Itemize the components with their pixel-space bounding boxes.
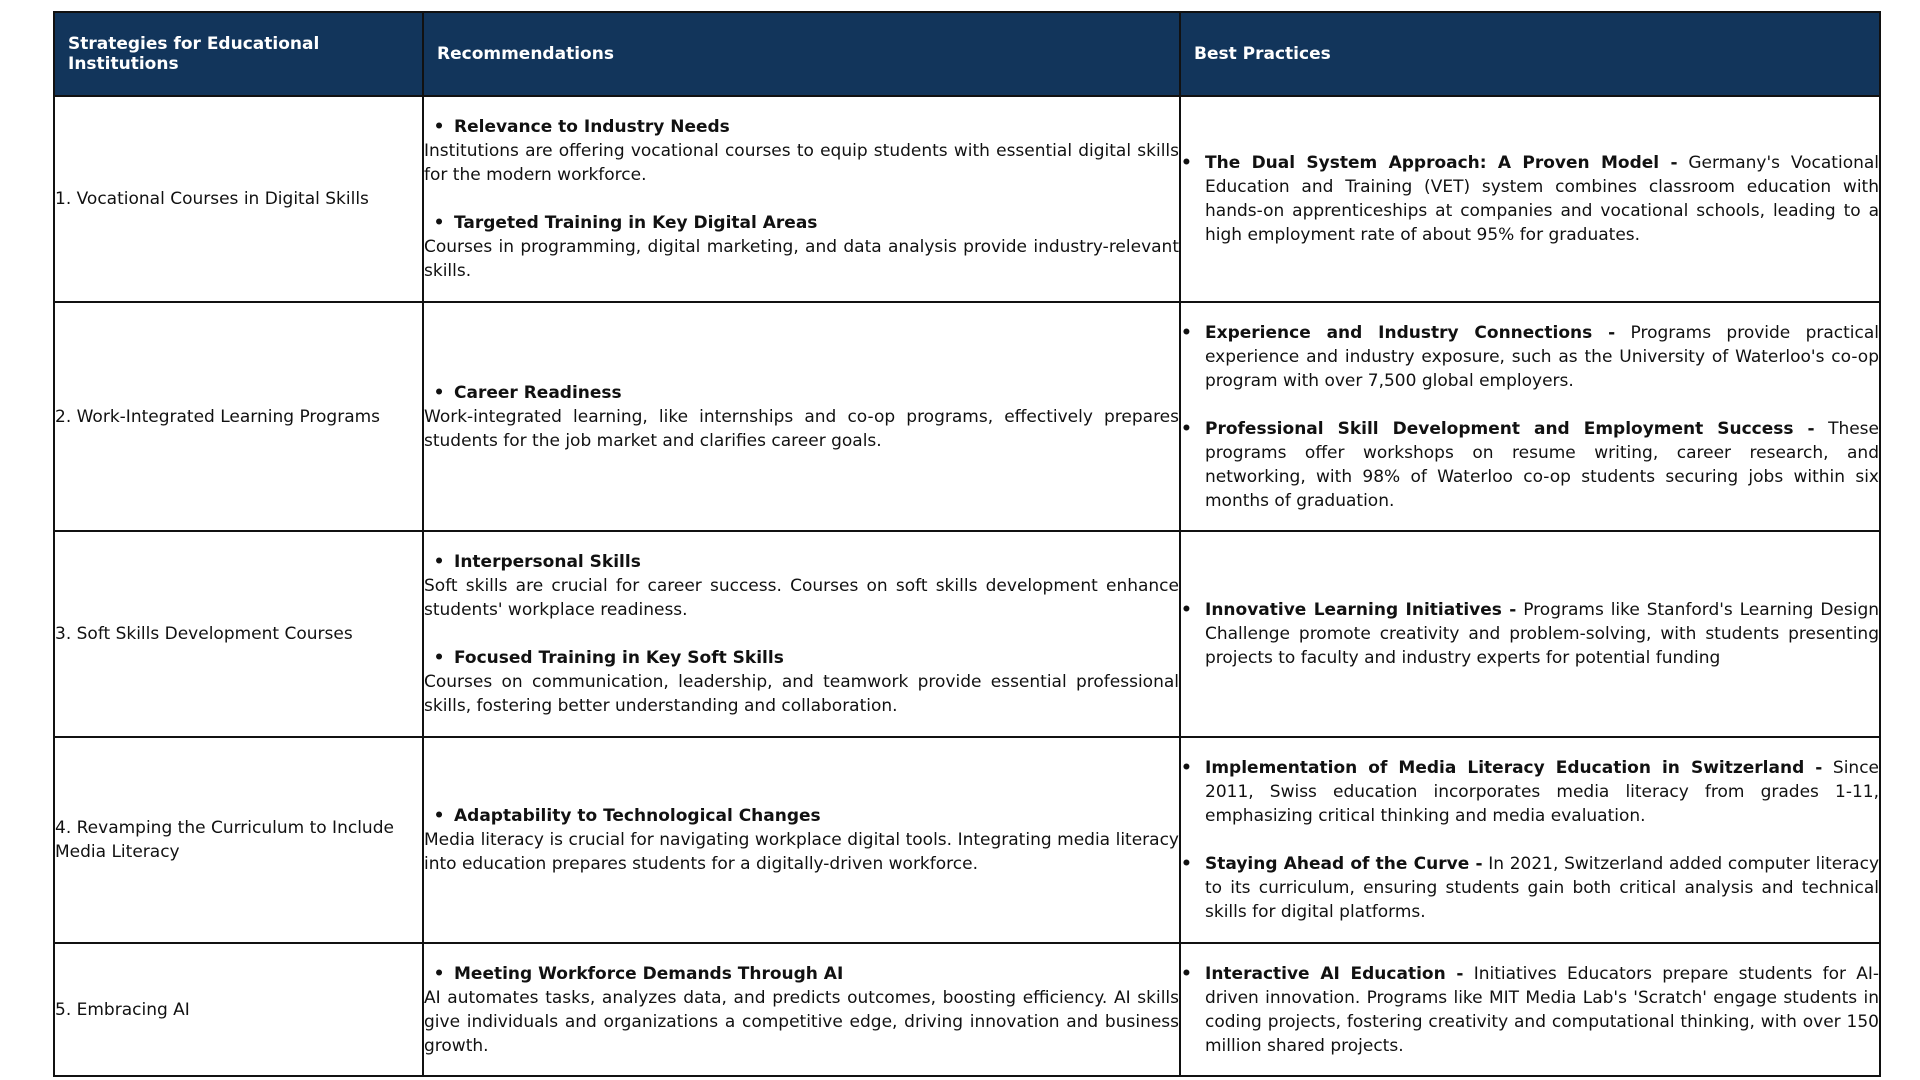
best-practice-text: Since 2011, Swiss education incorporates media literacy from grades 1-11, emphasizing critical thinking and media evaluation. (1205, 758, 1880, 826)
recommendation-text: Courses in programming, digital marketing, and data analysis provide industry-relevant skills. (424, 237, 1179, 281)
bullet-icon: • (433, 963, 445, 984)
best-practice-text: In 2021, Switzerland added computer literacy to its curriculum, ensuring students gain both critical analysis and technical skills for digital platforms. (1205, 854, 1880, 922)
table-row (54, 96, 1880, 302)
recommendation-title: Relevance to Industry Needs (454, 117, 730, 137)
best-practice-item (1181, 756, 1879, 828)
best-practice-item (1181, 962, 1879, 1058)
recommendation-text: AI automates tasks, analyzes data, and predicts outcomes, boosting efficiency. AI skills give individuals and organizations a competitive edge, driving innovation and business growth. (424, 987, 1179, 1056)
strategy-cell: 5. Embracing AI (54, 943, 423, 1076)
table-row (54, 737, 1880, 943)
recommendation-title: Targeted Training in Key Digital Areas (454, 213, 818, 233)
best-practice-text: These programs offer workshops on resume writing, career research, and networking, with 98% of Waterloo co-op students securing jobs within six months of graduation. (1205, 418, 1879, 511)
bullet-icon: • (1181, 854, 1192, 874)
recommendation-text: Soft skills are crucial for career success. Courses on soft skills development enhance students' workplace readiness. (424, 576, 1179, 620)
recommendation-text: Courses on communication, leadership, and teamwork provide essential professional skills, fostering better understanding and collaboration. (424, 672, 1179, 716)
bullet-icon: • (1181, 758, 1192, 778)
best-practice-text: Initiatives Educators prepare students for AI-driven innovation. Programs like MIT Media Lab's 'Scratch' engage students in coding projects, fostering creativity and computational thinking, with over 150 million shared projects. (1205, 963, 1879, 1056)
best-practice-title: Experience and Industry Connections - (1205, 322, 1616, 343)
best-practice-title: Implementation of Media Literacy Education in Switzerland - (1205, 758, 1823, 778)
recommendation-title: Interpersonal Skills (454, 552, 641, 572)
recommendation-item (424, 646, 1179, 718)
header-row (54, 12, 1880, 96)
best-practices-cell (1180, 531, 1880, 737)
best-practices-cell (1180, 943, 1880, 1076)
best-practice-title: Staying Ahead of the Curve - (1205, 854, 1483, 874)
best-practice-title: Interactive AI Education - (1205, 963, 1464, 984)
best-practice-text: Programs provide practical experience and industry exposure, such as the University of Waterloo's co-op program with over 7,500 global employers. (1205, 322, 1880, 391)
strategy-cell: 1. Vocational Courses in Digital Skills (54, 96, 423, 302)
recommendation-title: Focused Training in Key Soft Skills (454, 648, 784, 668)
recommendation-item (424, 550, 1179, 622)
bullet-icon: • (433, 213, 445, 233)
best-practice-item (1181, 598, 1879, 670)
recommendations-cell (423, 96, 1180, 302)
best-practice-title: Innovative Learning Initiatives - (1205, 600, 1517, 620)
header-strategies: Strategies for Educational Institutions (54, 12, 423, 96)
bullet-icon: • (433, 648, 445, 668)
recommendation-title: Career Readiness (454, 382, 622, 403)
best-practices-cell (1180, 302, 1880, 531)
bullet-icon: • (1181, 600, 1192, 620)
bullet-icon: • (433, 552, 445, 572)
best-practice-title: Professional Skill Development and Employment Success - (1205, 418, 1815, 439)
bullet-icon: • (1181, 322, 1192, 343)
strategy-cell: 2. Work-Integrated Learning Programs (54, 302, 423, 531)
best-practice-title: The Dual System Approach: A Proven Model - (1205, 153, 1678, 173)
strategy-cell: 4. Revamping the Curriculum to Include Media Literacy (54, 737, 423, 943)
best-practice-item (1181, 852, 1879, 924)
best-practice-text: Programs like Stanford's Learning Design Challenge promote creativity and problem-solving, with students presenting projects to faculty and industry experts for potential funding (1205, 600, 1880, 668)
table-row (54, 531, 1880, 737)
best-practice-item (1181, 417, 1879, 513)
bullet-icon: • (1181, 153, 1192, 173)
recommendation-item (424, 804, 1179, 876)
recommendations-cell (423, 943, 1180, 1076)
recommendations-cell (423, 531, 1180, 737)
best-practices-cell (1180, 737, 1880, 943)
recommendation-text: Media literacy is crucial for navigating workplace digital tools. Integrating media literacy into education prepares students for a digitally-driven workforce. (424, 830, 1179, 874)
recommendation-item (424, 115, 1179, 187)
recommendation-item (424, 381, 1179, 453)
recommendation-text: Work-integrated learning, like internships and co-op programs, effectively prepares students for the job market and clarifies career goals. (424, 406, 1179, 451)
recommendations-cell (423, 302, 1180, 531)
recommendation-item (424, 962, 1179, 1058)
table-header (54, 12, 1880, 96)
bullet-icon: • (433, 806, 445, 826)
best-practice-text: Germany's Vocational Education and Training (VET) system combines classroom education with hands-on apprenticeships at companies and vocational schools, leading to a high employment rate of about 95% for graduates. (1205, 153, 1880, 245)
bullet-icon: • (1181, 418, 1192, 439)
best-practices-cell (1180, 96, 1880, 302)
bullet-icon: • (433, 117, 445, 137)
strategies-table (53, 11, 1881, 1077)
recommendation-item (424, 211, 1179, 283)
bullet-icon: • (1181, 963, 1192, 984)
table-row (54, 943, 1880, 1076)
best-practice-item (1181, 321, 1879, 393)
table-body (54, 96, 1880, 1076)
table-row (54, 302, 1880, 531)
bullet-icon: • (433, 382, 445, 403)
recommendations-cell (423, 737, 1180, 943)
strategy-cell: 3. Soft Skills Development Courses (54, 531, 423, 737)
recommendation-text: Institutions are offering vocational courses to equip students with essential digital skills for the modern workforce. (424, 141, 1179, 185)
header-recommendations: Recommendations (423, 12, 1180, 96)
best-practice-item (1181, 151, 1879, 247)
recommendation-title: Adaptability to Technological Changes (454, 806, 821, 826)
header-best-practices: Best Practices (1180, 12, 1880, 96)
recommendation-title: Meeting Workforce Demands Through AI (454, 963, 844, 984)
